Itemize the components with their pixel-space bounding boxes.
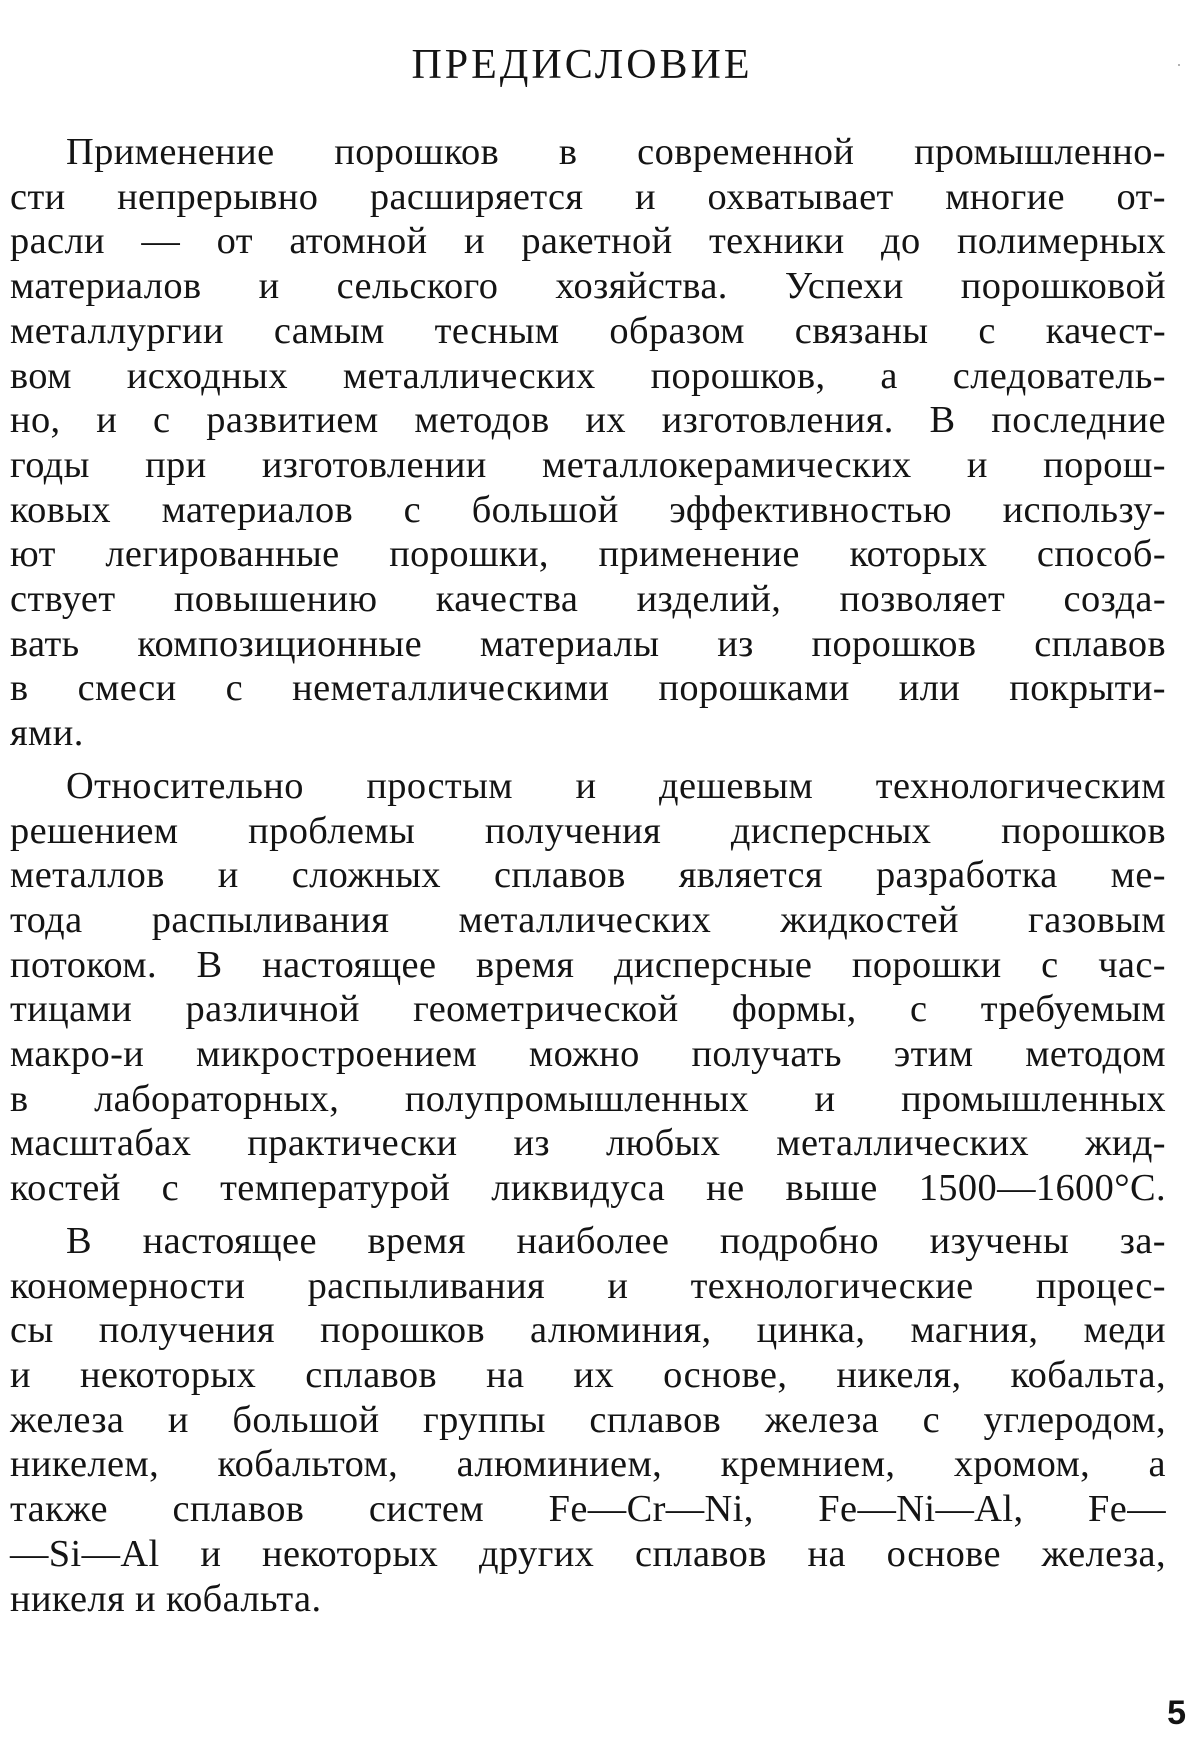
text-line: вать композиционные материалы из порошков сплавов	[10, 622, 1166, 665]
text-line: железа и большой группы сплавов железа с углеродом,	[10, 1398, 1166, 1441]
paragraph-1	[10, 130, 1166, 756]
text-line: материалов и сельского хозяйства. Успехи порошковой	[10, 265, 1166, 308]
text-line: никелем, кобальтом, алюминием, кремнием, хромом, а	[10, 1443, 1166, 1486]
text-line: Применение порошков в современной промышленно-	[66, 131, 1166, 173]
text-line: тода распыливания металлических жидкостей газовым	[10, 898, 1166, 941]
text-line: и некоторых сплавов на их основе, никеля, кобальта,	[10, 1353, 1166, 1396]
text-line: ями.	[10, 712, 84, 755]
text-line: Относительно простым и дешевым технологическим	[66, 764, 1166, 807]
text-line: но, и с развитием методов их изготовления. В последние	[10, 399, 1166, 442]
text-line: сы получения порошков алюминия, цинка, магния, меди	[10, 1309, 1166, 1352]
text-line: годы при изготовлении металлокерамических и порош-	[10, 443, 1166, 486]
text-line: ковых материалов с большой эффективностью использу-	[10, 488, 1166, 531]
text-line: сти непрерывно расширяется и охватывает многие от-	[10, 175, 1166, 218]
text-line: ствует повышению качества изделий, позволяет созда-	[10, 578, 1166, 621]
page-number: 5	[1167, 1694, 1186, 1732]
text-line: масштабах практически из любых металлических жид-	[10, 1122, 1166, 1165]
text-line: металлургии самым тесным образом связаны с качест-	[10, 309, 1166, 352]
text-line: вом исходных металлических порошков, а следователь-	[10, 354, 1166, 397]
text-line: в смеси с неметаллическими порошками или покрыти-	[10, 667, 1166, 710]
text-line: расли — от атомной и ракетной техники до полимерных	[10, 220, 1166, 263]
text-line: костей с температурой ликвидуса не выше 1500—1600°C.	[10, 1167, 1166, 1210]
preface-body	[10, 130, 1166, 1621]
text-line: ют легированные порошки, применение которых способ-	[10, 533, 1166, 576]
text-line: в лабораторных, полупромышленных и промышленных	[10, 1077, 1166, 1120]
text-line: В настоящее время наиболее подробно изучены за-	[66, 1219, 1166, 1262]
text-line: никеля и кобальта.	[10, 1577, 322, 1620]
text-line: макро-и микростроением можно получать этим методом	[10, 1033, 1166, 1076]
text-line: потоком. В настоящее время дисперсные порошки с час-	[10, 943, 1166, 986]
text-line: тицами различной геометрической формы, с требуемым	[10, 988, 1166, 1031]
text-line: металлов и сложных сплавов является разработка ме-	[10, 854, 1166, 897]
paragraph-3	[10, 1219, 1166, 1621]
text-line: —Si—Al и некоторых других сплавов на основе железа,	[10, 1532, 1166, 1575]
print-speck	[1178, 64, 1180, 66]
page-title: ПРЕДИСЛОВИЕ	[411, 42, 753, 88]
text-line: также сплавов систем Fe—Cr—Ni, Fe—Ni—Al, Fe—	[10, 1488, 1166, 1531]
paragraph-2	[10, 764, 1166, 1211]
text-line: кономерности распыливания и технологические процес-	[10, 1264, 1166, 1307]
text-line: решением проблемы получения дисперсных порошков	[10, 809, 1166, 852]
